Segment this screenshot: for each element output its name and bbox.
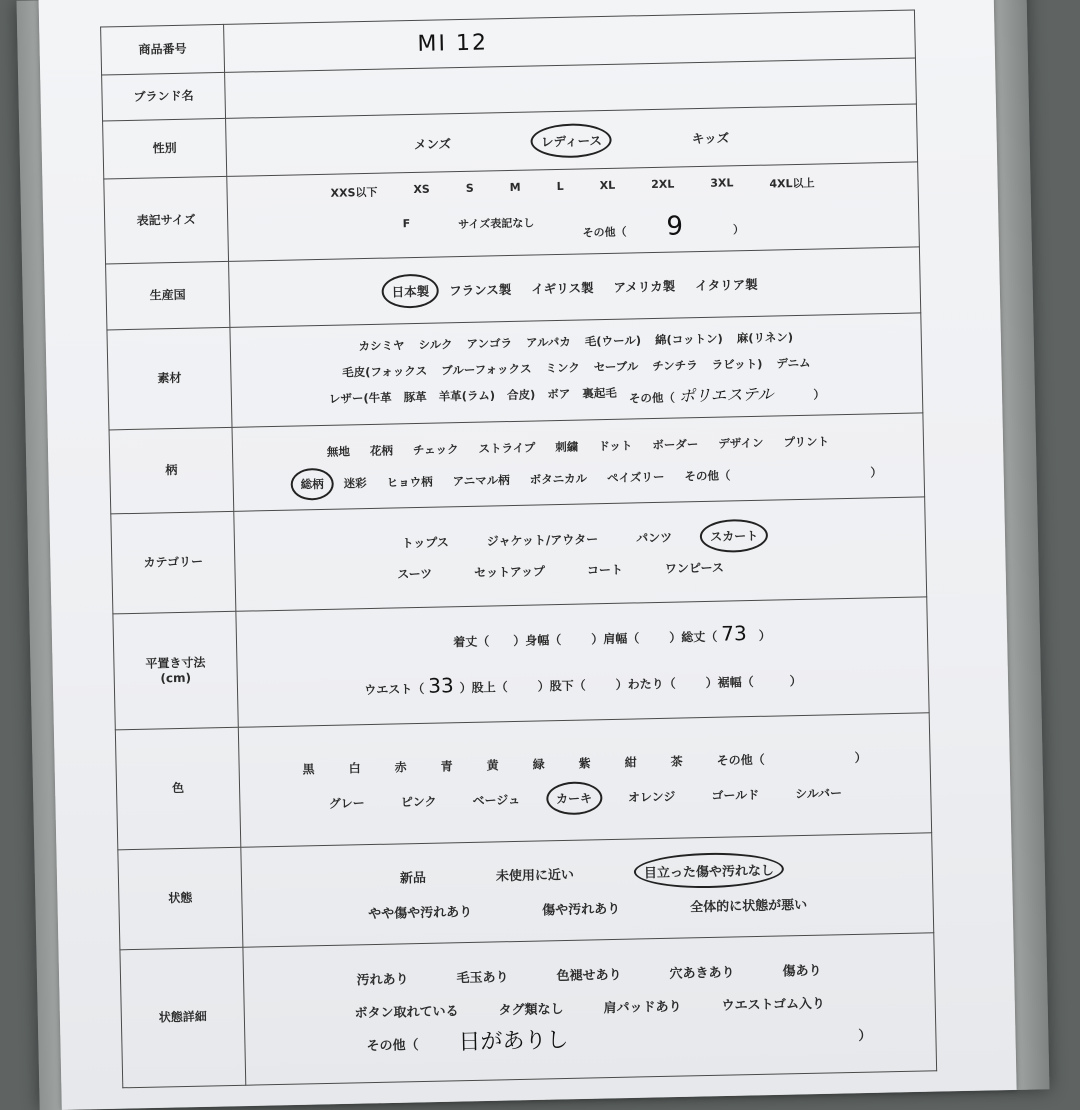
measurements-title: 平置き寸法 [145,654,206,671]
category-option: ワンピース [664,560,725,576]
label-color: 色 [115,727,240,850]
material-option: アルパカ [525,334,571,350]
color-option: ベージュ [472,792,521,808]
material-option: 麻(リネン) [736,330,794,346]
pattern-option-selected: 総柄 [300,476,324,491]
color-option: オレンジ [627,789,676,805]
form-table [100,9,937,1088]
gender-option: メンズ [413,135,452,152]
color-option: 黒 [302,761,315,776]
row-material [107,313,923,430]
origin-option: イタリア製 [694,276,758,293]
material-option: シルク [418,337,453,352]
detail-other-handwritten: 日がありし [458,1027,569,1056]
material-option: 毛(ウール) [584,333,642,349]
detail-option: 肩パッドあり [603,999,682,1017]
color-option: 赤 [394,759,407,775]
pattern-option: 無地 [326,443,351,459]
row-measurements [113,597,929,730]
row-condition [118,833,934,950]
condition-option: やや傷や汚れあり [368,904,473,922]
size-option: 3XL [710,176,734,190]
material-option: 毛皮(フォックス [342,363,428,380]
detail-option: 傷あり [782,963,822,980]
color-option: 白 [348,760,361,775]
pattern-option: ドット [598,437,633,453]
pattern-option: ボタニカル [529,470,588,487]
material-other-handwritten: ポリエステル [678,384,774,406]
origin-option: アメリカ製 [613,278,676,295]
label-condition: 状態 [118,847,243,950]
origin-option: イギリス製 [531,279,594,297]
condition-option: 全体的に状態が悪い [690,897,808,915]
color-option: シルバー [794,785,843,801]
condition-option: 新品 [399,870,427,886]
condition-option: 傷や汚れあり [542,901,621,918]
material-option: カシミヤ [358,338,405,354]
label-size: 表記サイズ [104,176,229,264]
detail-option: ウエストゴム入り [721,996,826,1014]
label-condition-detail: 状態詳細 [120,947,246,1088]
label-gender: 性別 [103,118,227,179]
label-product-number: 商品番号 [101,24,225,75]
pattern-option: ヒョウ柄 [386,474,433,490]
gender-option-selected: レディース [540,132,603,149]
size-option: 2XL [650,177,675,192]
measure-total-length-handwritten: 73 [720,620,747,646]
material-option: チンチラ [652,358,698,374]
material-option: レザー(牛革 [328,390,392,406]
detail-option: ボタン取れている [354,1004,459,1022]
label-measurements [113,611,238,730]
detail-option: 汚れあり [356,972,409,989]
category-option: スーツ [397,566,433,581]
color-other: その他（ ） [716,750,867,768]
material-other: その他（ ポリエステル ） [629,380,826,407]
value-pattern [232,413,925,511]
pattern-option: 刺繍 [555,439,579,454]
pattern-option: ペイズリー [606,469,665,485]
material-option: 綿(コットン) [654,331,723,347]
color-option: 緑 [532,756,545,772]
color-option-selected: カーキ [555,790,593,806]
pattern-option: プリント [783,433,830,449]
origin-option: フランス製 [449,281,512,298]
condition-option-selected: 目立った傷や汚れなし [644,859,774,881]
size-other-handwritten: 9 [666,211,684,242]
color-option: 青 [440,758,453,774]
pattern-option: 迷彩 [343,475,367,491]
material-option: セーブル [593,359,639,375]
measurements-unit: (cm) [160,670,192,685]
size-option: XL [599,178,616,193]
size-option: S [465,181,474,195]
row-condition-detail [120,933,937,1088]
value-material [230,313,923,427]
row-color [115,713,931,850]
detail-option: 毛玉あり [456,970,509,987]
product-number-handwritten: MI 12 [417,30,489,57]
color-option: 茶 [670,753,683,769]
value-measurements: 着丈（ ）身幅（ ）肩幅（ ）総丈（ 73 ） ウエスト（ 33 ）股上（ ）股下（ ）わたり（ ）裾幅（ ） [236,597,929,727]
category-option-selected: スカート [710,528,759,544]
product-form [100,9,937,1088]
category-option: コート [586,562,624,577]
category-option: セットアップ [474,563,546,580]
category-option: パンツ [636,530,673,545]
detail-option: タグ類なし [498,1002,564,1019]
detail-option: 色褪せあり [556,967,622,985]
size-other: その他（ 9 ） [582,211,745,242]
color-option: 黄 [486,757,499,773]
value-condition-detail: 汚れあり 毛玉あり 色褪せあり 穴あきあり 傷あり ボタン取れている タグ類なし 肩パッドあり ウエストゴム入り その他（ 日がありし ） [243,933,937,1085]
detail-other-label: その他（ [366,1038,419,1055]
size-option: 4XL以上 [769,176,815,191]
row-category [111,497,927,614]
size-option: L [556,179,564,194]
category-option: トップス [401,534,449,550]
material-option: ラビット) [711,356,763,372]
pattern-option: アニマル柄 [452,472,510,488]
size-option: F [402,217,411,231]
size-option: XS [413,182,430,197]
category-option: ジャケット/アウター [486,531,599,549]
detail-option: 穴あきあり [669,965,735,982]
color-option: 紫 [578,755,591,771]
label-brand: ブランド名 [102,72,226,121]
label-origin: 生産国 [106,261,230,330]
measure-waist-label: ウエスト（ [364,681,425,697]
measure-width-label: ）身幅（ [513,632,562,648]
color-option: ピンク [400,794,437,809]
value-condition [241,833,934,947]
pattern-option: ボーダー [652,436,699,452]
size-option: サイズ表記なし [458,216,535,232]
material-option: 豚革 [403,389,427,405]
size-option: M [509,180,521,194]
size-option: XXS以下 [330,185,378,200]
origin-option-selected: 日本製 [391,283,430,299]
material-option: ミンク [545,360,580,376]
label-pattern: 柄 [109,427,234,514]
value-color [238,713,931,847]
color-option: グレー [328,795,365,811]
pattern-option: ストライプ [478,440,536,456]
material-option: 合皮) [506,387,536,403]
measure-waist-handwritten: 33 [427,672,454,698]
pattern-option: チェック [412,441,459,457]
color-option: ゴールド [711,787,760,803]
measure-rise-label: ）股上（ [459,679,508,695]
measure-inseam-label: ）股下（ [537,678,586,694]
measure-hem-label: ）裾幅（ [705,674,754,690]
pattern-other: その他（ ） [684,464,883,483]
material-option: デニム [776,355,811,371]
pattern-option: デザイン [718,435,764,451]
label-material: 素材 [107,327,232,430]
color-option: 紺 [624,754,637,770]
material-option: 裏起毛 [582,385,617,401]
measure-thigh-label: ）わたり（ [615,676,676,692]
label-category: カテゴリー [111,511,236,614]
gender-option: キッズ [691,129,730,146]
measure-length-label: 着丈（ [453,634,490,649]
material-option: アンゴラ [466,335,513,351]
material-option: 羊革(ラム) [438,388,496,404]
material-option: ブルーフォックス [441,361,532,378]
value-size [227,162,920,261]
pattern-option: 花柄 [369,442,394,458]
measure-shoulder-label: ）肩幅（ [591,630,640,646]
measure-total-length-label: ）総丈（ [669,629,718,645]
material-option: ボア [547,386,571,402]
value-category [234,497,927,611]
condition-option: 未使用に近い [495,867,575,884]
